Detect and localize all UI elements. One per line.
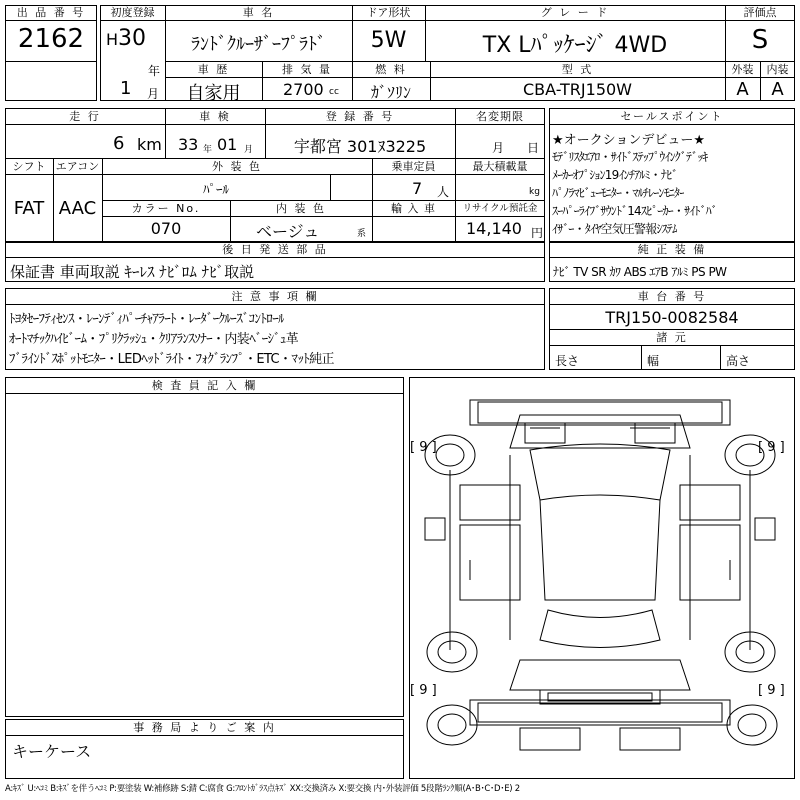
dimensions-height: 高さ: [726, 354, 751, 368]
capacity-unit: 人: [437, 185, 450, 199]
car-name-value: ﾗﾝﾄﾞｸﾙｰｻﾞｰﾌﾟﾗﾄﾞ: [191, 34, 326, 55]
int-color-label: 内 装 色: [276, 202, 326, 215]
car-name-label: 車 名: [242, 6, 275, 19]
tire-mark-rear-left: [ 9 ]: [410, 683, 437, 698]
displacement-unit: cc: [329, 87, 339, 97]
inspector-box: [5, 377, 404, 717]
ext-grade-value: A: [736, 79, 749, 100]
ext-color-value: ﾊﾟｰﾙ: [203, 183, 229, 198]
first-reg-label: 初度登録: [110, 6, 155, 19]
chassis-label: 車 台 番 号: [637, 290, 707, 303]
door-label: ドア形状: [366, 6, 411, 19]
inspection-year-unit: 年: [203, 145, 213, 155]
score-value: S: [751, 25, 769, 55]
sales-point-line: ﾊﾟﾉﾗﾏﾋﾞｭｰﾓﾆﾀｰ・ﾏﾙﾁﾚｰﾝﾓﾆﾀｰ: [552, 186, 685, 200]
int-color-value: ベージュ: [256, 222, 320, 241]
inspection-year: 33: [178, 135, 199, 154]
score-label: 評価点: [743, 6, 777, 19]
name-change-label: 名変期限: [476, 110, 524, 123]
aircon-label: エアコン: [55, 160, 100, 173]
model-label: 型 式: [561, 63, 594, 76]
sales-points-label: セールスポイント: [620, 110, 724, 123]
sales-point-line: ｽｰﾊﾟｰﾗｲﾌﾞｻｳﾝﾄﾞ14ｽﾋﾟｰｶｰ・ｻｲﾄﾞﾊﾞ: [552, 204, 717, 218]
ext-color-label: 外 装 色: [212, 160, 262, 173]
sales-point-line: ｲｻﾞｰ・ﾀｲﾔ空気圧警報ｼｽﾃﾑ: [552, 222, 678, 236]
capacity-value: 7: [412, 179, 423, 198]
sales-point-line: ﾒｰｶｰｵﾌﾟｼｮﾝ19ｲﾝﾁｱﾙﾐ・ﾅﾋﾞ: [552, 168, 678, 182]
first-reg-year-unit: 年: [148, 64, 161, 78]
name-change-day-unit: 日: [527, 141, 540, 155]
dimensions-width: 幅: [647, 354, 660, 368]
first-reg-era: H: [106, 30, 119, 49]
notes-label: 注 意 事 項 欄: [231, 290, 319, 303]
inspector-label: 検 査 員 記 入 欄: [151, 379, 258, 392]
first-reg-month-unit: 月: [147, 87, 160, 101]
color-no-value: 070: [150, 219, 182, 238]
dimensions-label: 諸 元: [656, 331, 688, 344]
door-value: 5W: [370, 28, 407, 53]
grade-label: グ レ ー ド: [540, 6, 610, 19]
recycle-unit: 円: [531, 226, 544, 240]
office-label: 事 務 局 よ り ご 案 内: [133, 721, 276, 734]
plate-value: 宇都宮 301ﾇ3225: [293, 137, 427, 156]
plate-label: 登 録 番 号: [325, 110, 395, 123]
color-no-label: カラー No.: [131, 202, 201, 215]
mileage-value: 6: [113, 133, 125, 154]
int-grade-label: 内装: [766, 63, 789, 76]
ext-grade-label: 外装: [731, 63, 754, 76]
fuel-label: 燃 料: [375, 63, 407, 76]
recycle-value: 14,140: [466, 219, 522, 238]
history-value: 自家用: [186, 83, 241, 104]
displacement-label: 排 気 量: [282, 63, 332, 76]
sales-point-line: ﾓﾃﾞﾘｽﾀｴｱﾛ・ｻｲﾄﾞｽﾃｯﾌﾟｳｲﾝｸﾞﾃﾞｯｷ: [552, 150, 708, 164]
shift-label: シフト: [12, 160, 46, 173]
import-label: 輸 入 車: [391, 202, 436, 215]
shift-value: FAT: [13, 198, 45, 219]
fuel-value: ｶﾞｿﾘﾝ: [370, 83, 411, 102]
later-parts-label: 後 日 発 送 部 品: [222, 243, 328, 256]
displacement-value: 2700: [283, 80, 324, 99]
equipment-label: 純 正 装 備: [637, 243, 707, 256]
notes-line: ｵｰﾄﾏﾁｯｸﾊｲﾋﾞｰﾑ・ﾌﾟﾘｸﾗｯｼｭ・ｸﾘｱﾗﾝｽｿﾅｰ・内装ﾍﾞｰｼﾞｭ革: [9, 332, 299, 347]
aircon-value: AAC: [58, 198, 97, 219]
max-load-label: 最大積載量: [472, 160, 528, 173]
office-value: キーケース: [12, 742, 92, 761]
inspection-label: 車 検: [199, 110, 231, 123]
later-parts-value: 保証書 車両取説 ｷｰﾚｽ ﾅﾋﾞﾛﾑ ﾅﾋﾞ取説: [10, 263, 255, 281]
equipment-value: ﾅﾋﾞ TV SR ｶﾜ ABS ｴｱB ｱﾙﾐ PS PW: [553, 265, 727, 279]
recycle-label: リサイクル預託金: [462, 203, 538, 214]
inspection-month: 01: [217, 135, 238, 154]
model-value: CBA-TRJ150W: [522, 80, 632, 99]
inspection-month-unit: 月: [244, 145, 254, 155]
tire-mark-rear-right: [ 9 ]: [758, 683, 785, 698]
max-load-unit: kg: [529, 187, 540, 197]
grade-value: TX Lﾊﾟｯｹｰｼﾞ 4WD: [482, 33, 668, 58]
capacity-label: 乗車定員: [391, 160, 436, 173]
first-reg-year: 30: [118, 26, 146, 51]
notes-line: ﾄﾖﾀｾｰﾌﾃｨｾﾝｽ・ﾚｰﾝﾃﾞｨﾊﾟｰﾁｬｱﾗｰﾄ・ﾚｰﾀﾞｰｸﾙｰｽﾞｺﾝﾄﾛｰﾙ: [9, 312, 285, 327]
sales-point-line: ★オークションデビュー★: [552, 133, 706, 148]
lot-label: 出 品 番 号: [16, 6, 86, 19]
tire-mark-front-right: [ 9 ]: [758, 440, 785, 455]
legend-text: A:ｷｽﾞ U:ﾍｺﾐ B:ｷｽﾞを伴うﾍｺﾐ P:要塗装 W:補修跡 S:錆 C:腐食 G:ﾌﾛﾝﾄｶﾞﾗｽ点ｷｽﾞ XX:交換済み X:要交換 内･外装評価 5段階ﾗﾝｸ順(A･B･C･D･E) 2: [5, 784, 520, 794]
mileage-label: 走 行: [69, 110, 101, 123]
first-reg-month: 1: [120, 78, 132, 99]
int-color-suffix: 系: [357, 229, 367, 239]
int-grade-value: A: [771, 79, 784, 100]
lot-number: 2162: [17, 24, 85, 54]
car-diagram-box: [409, 377, 795, 779]
tire-mark-front-left: [ 9 ]: [410, 440, 437, 455]
mileage-unit: km: [137, 135, 162, 154]
name-change-month-unit: 月: [492, 141, 505, 155]
history-label: 車 歴: [197, 63, 230, 76]
chassis-value: TRJ150-0082584: [605, 308, 739, 327]
notes-line: ﾌﾞﾗｲﾝﾄﾞｽﾎﾟｯﾄﾓﾆﾀｰ・LEDﾍｯﾄﾞﾗｲﾄ・ﾌｫｸﾞﾗﾝﾌﾟ・ETC・ﾏｯﾄ純正: [9, 352, 334, 367]
dimensions-length: 長さ: [555, 354, 580, 368]
